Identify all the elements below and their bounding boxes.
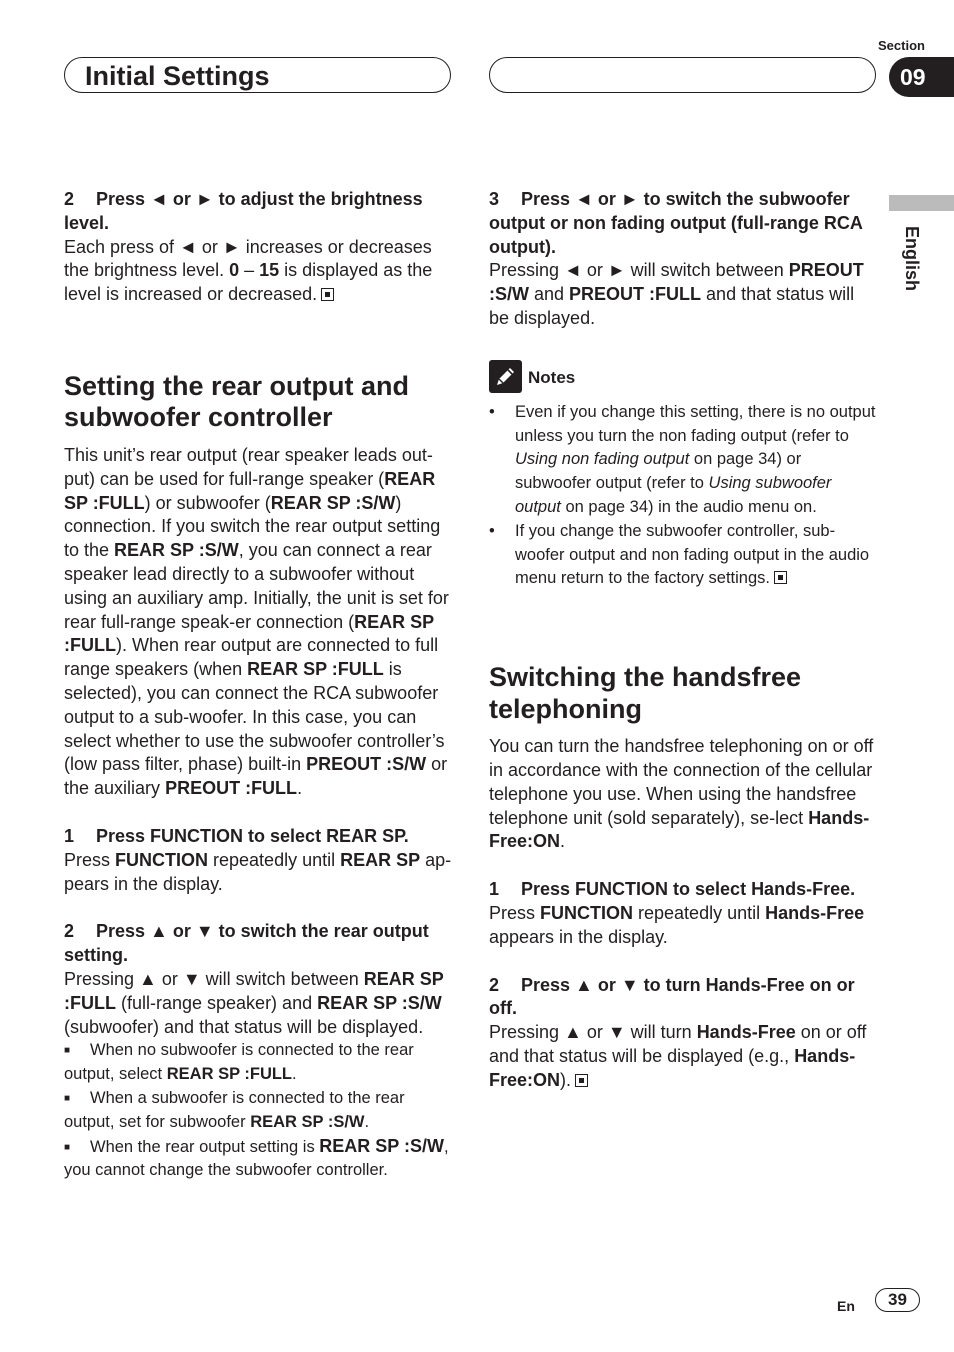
end-mark-icon [774, 571, 787, 584]
section-number-badge: 09 [889, 57, 954, 97]
left-column [64, 188, 454, 1183]
section-label: Section [878, 38, 925, 53]
step-select-hands-free: 1 Press FUNCTION to select Hands-Free. [489, 879, 856, 900]
note-item: • Even if you change this setting, there is no output unless you turn the non fading output (refer to Using non fading output on page 34) or subwoofer output (refer to Using subwoofer output on page 34) in the audio menu on. [489, 402, 876, 516]
heading-rear-output: Setting the rear output and subwoofer controller [64, 370, 410, 433]
notes-header [489, 360, 879, 394]
step-switch-rear-output: 2 Press ▲ or ▼ to switch the rear output setting. [64, 921, 429, 966]
step-switch-subwoofer-body: Pressing ◄ or ► will switch between PREOUT :S/W and PREOUT :FULL and that status will be displayed. [489, 260, 864, 328]
right-column [489, 188, 879, 1093]
heading-handsfree: Switching the handsfree telephoning [489, 662, 802, 724]
step-toggle-hands-free-body: Pressing ▲ or ▼ will turn Hands-Free on or off and that status will be displayed (e.g., Hands-Free:ON). [489, 1022, 867, 1090]
end-mark-icon [321, 288, 334, 301]
step-switch-rear-output-body: Pressing ▲ or ▼ will switch between REAR SP :FULL (full-range speaker) and REAR SP :S/W (subwoofer) and that status will be displayed. [64, 968, 444, 1037]
step-select-rear-sp: 1 Press FUNCTION to select REAR SP. [64, 825, 409, 846]
step-toggle-hands-free: 2 Press ▲ or ▼ to turn Hands-Free on or off. [489, 974, 855, 1019]
step-select-rear-sp-body: Press FUNCTION repeatedly until REAR SP ap-pears in the display. [64, 849, 452, 894]
list-item: ■ When no subwoofer is connected to the rear output, select REAR SP :FULL. [64, 1041, 414, 1084]
notes-label: Notes [528, 367, 576, 387]
end-mark-icon [575, 1074, 588, 1087]
handsfree-intro-text: You can turn the handsfree telephoning on or off in accordance with the connection of the cellular telephone you use. When using the handsfree telephone unit (sold separately), se-lect Hands-Free:ON. [489, 736, 874, 852]
step-select-hands-free-body: Press FUNCTION repeatedly until Hands-Free appears in the display. [489, 902, 865, 947]
note-item: • If you change the subwoofer controller, sub-woofer output and non fading output in the audio menu return to the factory settings. [489, 521, 870, 588]
list-item: ■ When the rear output setting is REAR SP :S/W, you cannot change the subwoofer controller. [64, 1135, 449, 1180]
header-title-frame [64, 57, 451, 93]
step-brightness: 2 Press ◄ or ► to adjust the brightness level. [64, 189, 423, 233]
header-blank-frame [489, 57, 876, 93]
page-number: 39 [875, 1288, 920, 1312]
footer-language: En [837, 1298, 855, 1314]
page-title: Initial Settings [85, 61, 270, 91]
language-tab-marker [889, 195, 954, 211]
list-item: ■ When a subwoofer is connected to the rear output, set for subwoofer REAR SP :S/W. [64, 1088, 405, 1131]
brightness-body: Each press of ◄ or ► increases or decreases the brightness level. 0 – 15 is displayed as the level is increased or decreased. [64, 236, 433, 305]
language-tab-label: English [902, 226, 922, 292]
rear-intro-text: This unit’s rear output (rear speaker leads out-put) can be used for full-range speaker (REAR SP :FULL) or subwoofer (REAR SP :S/W) connection. If you switch the rear output setting to the REAR SP :S/W, you can connect a rear speaker lead directly to a subwoofer without using an auxiliary amp. Initially, the unit is set for rear full-range speak-er connection (REAR SP :FULL). When rear output are connected to full range speakers (when REAR SP :FULL is selected), you can connect the RCA subwoofer output to a sub-woofer. In this case, you can select whether to use the subwoofer controller’s (low pass filter, phase) built-in PREOUT :S/W or the auxiliary PREOUT :FULL. [64, 444, 449, 799]
pencil-note-icon [489, 360, 522, 393]
step-switch-subwoofer: 3 Press ◄ or ► to switch the subwoofer output or non fading output (full-range RCA output). [489, 189, 863, 257]
